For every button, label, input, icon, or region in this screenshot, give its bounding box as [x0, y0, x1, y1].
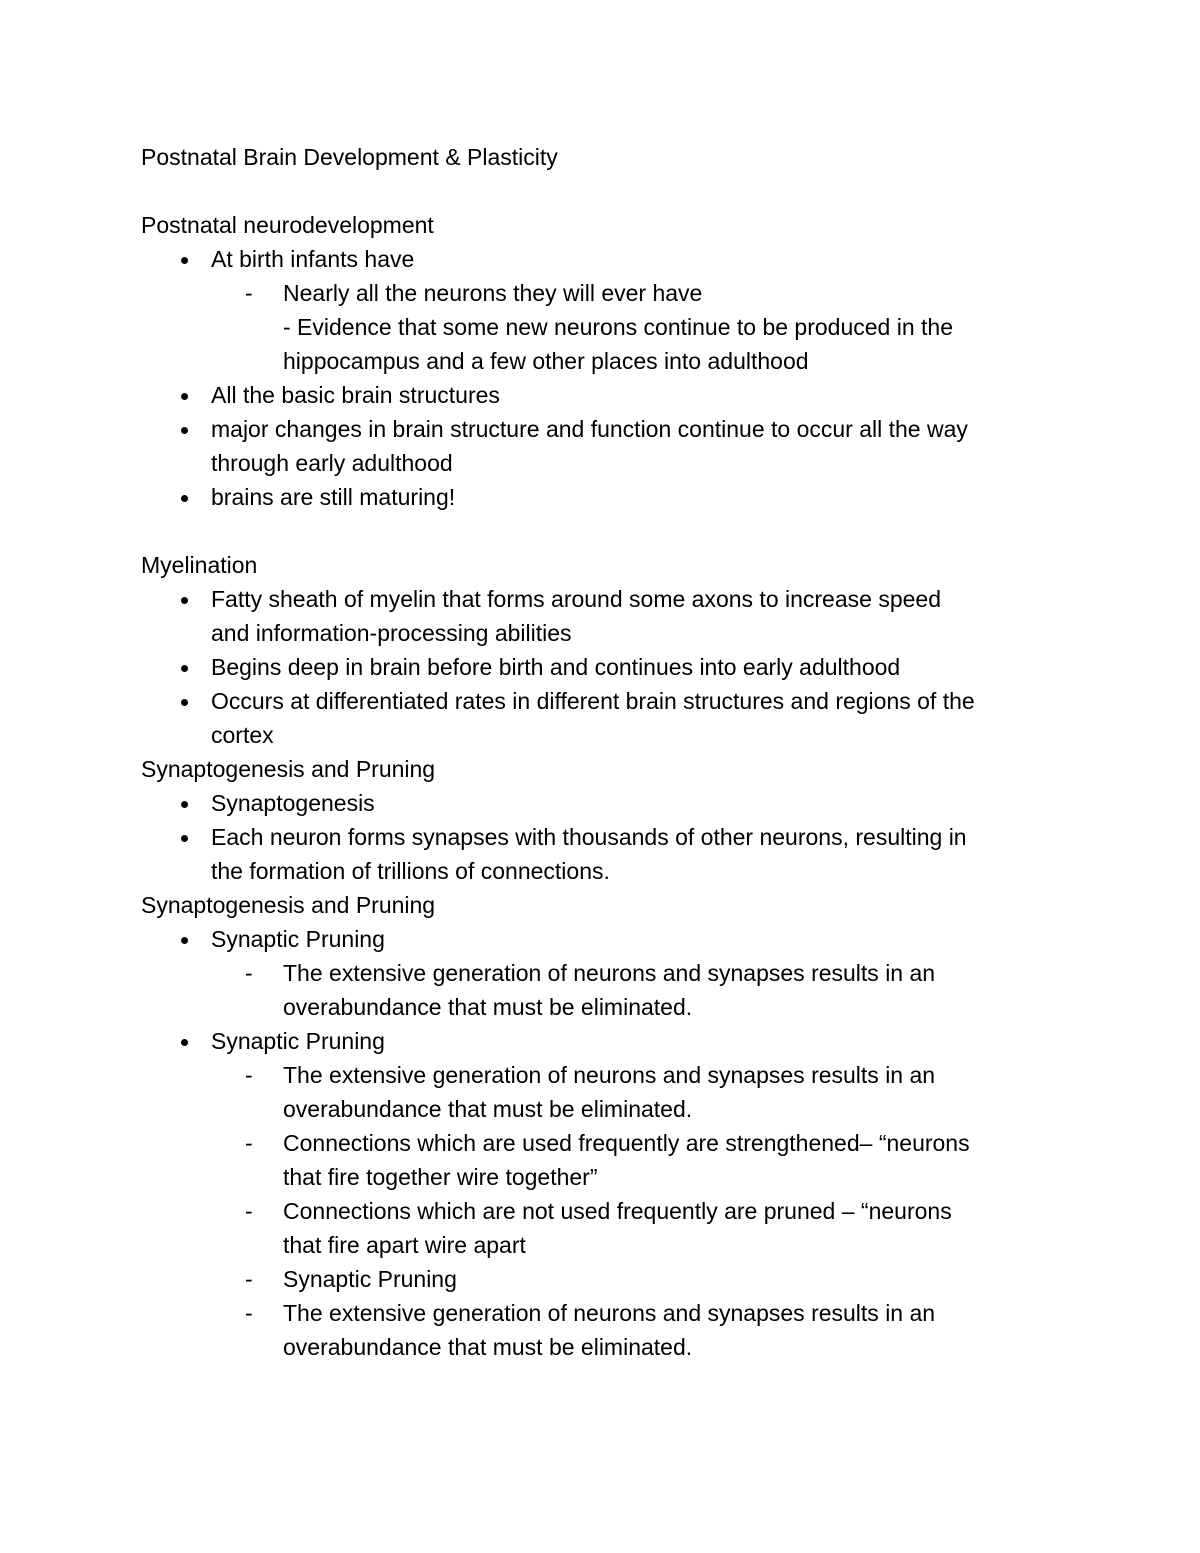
- list-item: Synaptic Pruning: [141, 1024, 1081, 1058]
- list-item: major changes in brain structure and function continue to occur all the way through early adulthood: [141, 412, 1081, 480]
- document-page: [141, 140, 1081, 1364]
- dash-icon: -: [245, 1198, 253, 1224]
- dash-icon: -: [245, 1300, 253, 1326]
- sub-list-item: - Connections which are not used frequently are pruned – “neurons that fire apart wire apart: [141, 1194, 1081, 1262]
- section-synaptogenesis-1: [141, 752, 1081, 888]
- list-item: Synaptic Pruning: [141, 922, 1081, 956]
- list-item: Occurs at differentiated rates in different brain structures and regions of the cortex: [141, 684, 1081, 752]
- bullet-icon: [181, 665, 188, 672]
- sub-note: - Evidence that some new neurons continue to be produced in the hippocampus and a few other places into adulthood: [283, 314, 953, 374]
- sub-list-item: - Connections which are used frequently are strengthened– “neurons that fire together wire together”: [141, 1126, 1081, 1194]
- bullet-icon: [181, 699, 188, 706]
- bullet-icon: [181, 1039, 188, 1046]
- spacer: [141, 514, 1081, 548]
- list-item: Each neuron forms synapses with thousands of other neurons, resulting in the formation of trillions of connections.: [141, 820, 1081, 888]
- document-title: Postnatal Brain Development & Plasticity: [141, 144, 558, 170]
- sub-list-item: - The extensive generation of neurons and synapses results in an overabundance that must be eliminated.: [141, 956, 1081, 1024]
- bullet-icon: [181, 393, 188, 400]
- dash-icon: -: [245, 1130, 253, 1156]
- dash-icon: -: [245, 960, 253, 986]
- spacer: [141, 174, 1081, 208]
- dash-icon: -: [245, 1062, 253, 1088]
- dash-icon: -: [245, 280, 253, 306]
- list-item: brains are still maturing!: [141, 480, 1081, 514]
- list-item: All the basic brain structures: [141, 378, 1081, 412]
- section-heading: Synaptogenesis and Pruning: [141, 756, 436, 782]
- sub-list-item: - The extensive generation of neurons and synapses results in an overabundance that must be eliminated.: [141, 1058, 1081, 1126]
- bullet-icon: [181, 801, 188, 808]
- bullet-icon: [181, 835, 188, 842]
- dash-icon: -: [245, 1266, 253, 1292]
- sub-list-item: - Nearly all the neurons they will ever have: [141, 276, 1081, 310]
- section-heading: Postnatal neurodevelopment: [141, 212, 434, 238]
- bullet-icon: [181, 257, 188, 264]
- list-item: At birth infants have: [141, 242, 1081, 276]
- bullet-icon: [181, 427, 188, 434]
- bullet-icon: [181, 937, 188, 944]
- section-neurodevelopment: [141, 208, 1081, 514]
- section-heading: Synaptogenesis and Pruning: [141, 892, 436, 918]
- sub-list-item: - The extensive generation of neurons and synapses results in an overabundance that must be eliminated.: [141, 1296, 1081, 1364]
- sub-list-item: - Synaptic Pruning: [141, 1262, 1081, 1296]
- section-myelination: [141, 548, 1081, 752]
- bullet-icon: [181, 597, 188, 604]
- section-heading: Myelination: [141, 552, 258, 578]
- list-item: Fatty sheath of myelin that forms around some axons to increase speed and information-processing abilities: [141, 582, 1081, 650]
- bullet-icon: [181, 495, 188, 502]
- list-item: Begins deep in brain before birth and continues into early adulthood: [141, 650, 1081, 684]
- section-synaptogenesis-2: [141, 888, 1081, 1364]
- list-item: Synaptogenesis: [141, 786, 1081, 820]
